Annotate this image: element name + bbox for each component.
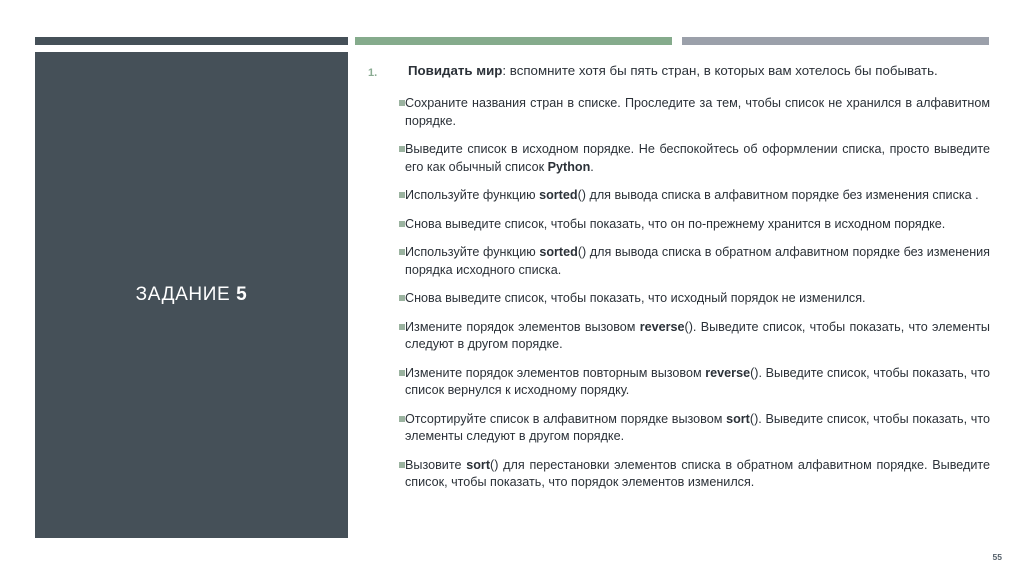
text-run: (). Выведите список, чтобы показать, что элементы следуют в другом порядке. [405, 319, 990, 351]
list-item-text [405, 95, 990, 130]
square-bullet-icon [368, 244, 405, 255]
code-term: sort [466, 457, 491, 472]
square-bullet-icon [368, 457, 405, 468]
list-item [368, 365, 990, 400]
text-run: Отсортируйте список в алфавитном порядке вызовом [405, 411, 727, 426]
code-term: sorted [539, 245, 578, 259]
text-run: () для вывода списка в обратном алфавитном порядке без изменения порядка исходного списка. [405, 245, 991, 277]
square-bullet-icon [368, 411, 405, 422]
list-item [368, 141, 990, 176]
list-item [368, 411, 990, 446]
list-item-text [405, 187, 990, 205]
list-item [368, 216, 990, 234]
text-run: (). Выведите список, чтобы показать, что элементы следуют в другом порядке. [405, 411, 990, 443]
numbered-item-text [408, 62, 990, 80]
list-item [368, 457, 990, 492]
list-item-text [405, 216, 990, 234]
code-term: Python [547, 159, 591, 174]
text-run: Измените порядок элементов повторным вызовом [405, 365, 706, 380]
text-run: . [590, 159, 594, 174]
list-item-text [405, 365, 990, 400]
list-item-text [405, 411, 990, 446]
text-run: Снова выведите список, чтобы показать, что исходный порядок не изменился. [405, 291, 866, 305]
text-run: () для перестановки элементов списка в обратном алфавитном порядке. Выведите список, чтобы показать, что порядок элементов изменился. [405, 457, 990, 489]
text-run: Используйте функцию [405, 245, 540, 259]
list-item [368, 319, 990, 354]
text-run: Снова выведите список, чтобы показать, что он по-прежнему хранится в исходном порядке. [405, 216, 946, 231]
list-number-marker: 1. [368, 67, 378, 79]
page-title [136, 284, 248, 306]
gray-accent-bar [682, 37, 989, 45]
slide-title-panel [35, 52, 348, 538]
square-bullet-icon [368, 141, 405, 152]
code-term: reverse [705, 365, 751, 380]
dark-accent-bar [35, 37, 348, 45]
square-bullet-icon [368, 365, 405, 376]
text-run: Сохраните названия стран в списке. Проследите за тем, чтобы список не хранился в алфавитном порядке. [405, 96, 990, 128]
slide-title-label: ЗАДАНИЕ [135, 284, 231, 305]
list-item-text [405, 290, 990, 308]
list-item-text [405, 141, 990, 176]
list-item [368, 290, 990, 308]
code-term: reverse [639, 319, 685, 334]
list-item [368, 95, 990, 130]
square-bullet-icon [368, 187, 405, 198]
numbered-item-rest: : вспомните хотя бы пять стран, в которых вам хотелось бы побывать. [502, 63, 938, 78]
square-bullet-icon [368, 319, 405, 330]
list-item [368, 187, 990, 205]
page-number: 55 [992, 552, 1002, 562]
list-item-text [405, 457, 990, 492]
square-bullet-icon [368, 95, 405, 106]
text-run: Выведите список в исходном порядке. Не беспокойтесь об оформлении списка, просто выведите его как обычный список [405, 142, 990, 174]
list-item-text [405, 244, 990, 279]
numbered-list-item [368, 62, 990, 82]
slide-content [368, 62, 990, 503]
text-run: Используйте функцию [405, 188, 540, 202]
square-bullet-icon [368, 216, 405, 227]
green-accent-bar [355, 37, 672, 45]
text-run: (). Выведите список, чтобы показать, что список вернулся к исходному порядку. [405, 365, 990, 397]
sub-bullet-list [368, 95, 990, 492]
list-item [368, 244, 990, 279]
list-item-text [405, 319, 990, 354]
slide-title-number: 5 [236, 284, 248, 305]
text-run: Измените порядок элементов вызовом [405, 319, 640, 334]
code-term: sort [726, 411, 750, 426]
code-term: sorted [539, 188, 578, 202]
square-bullet-icon [368, 290, 405, 301]
numbered-item-lead: Повидать мир [408, 63, 503, 78]
text-run: () для вывода списка в алфавитном порядке без изменения списка . [577, 188, 979, 202]
text-run: Вызовите [405, 457, 467, 472]
